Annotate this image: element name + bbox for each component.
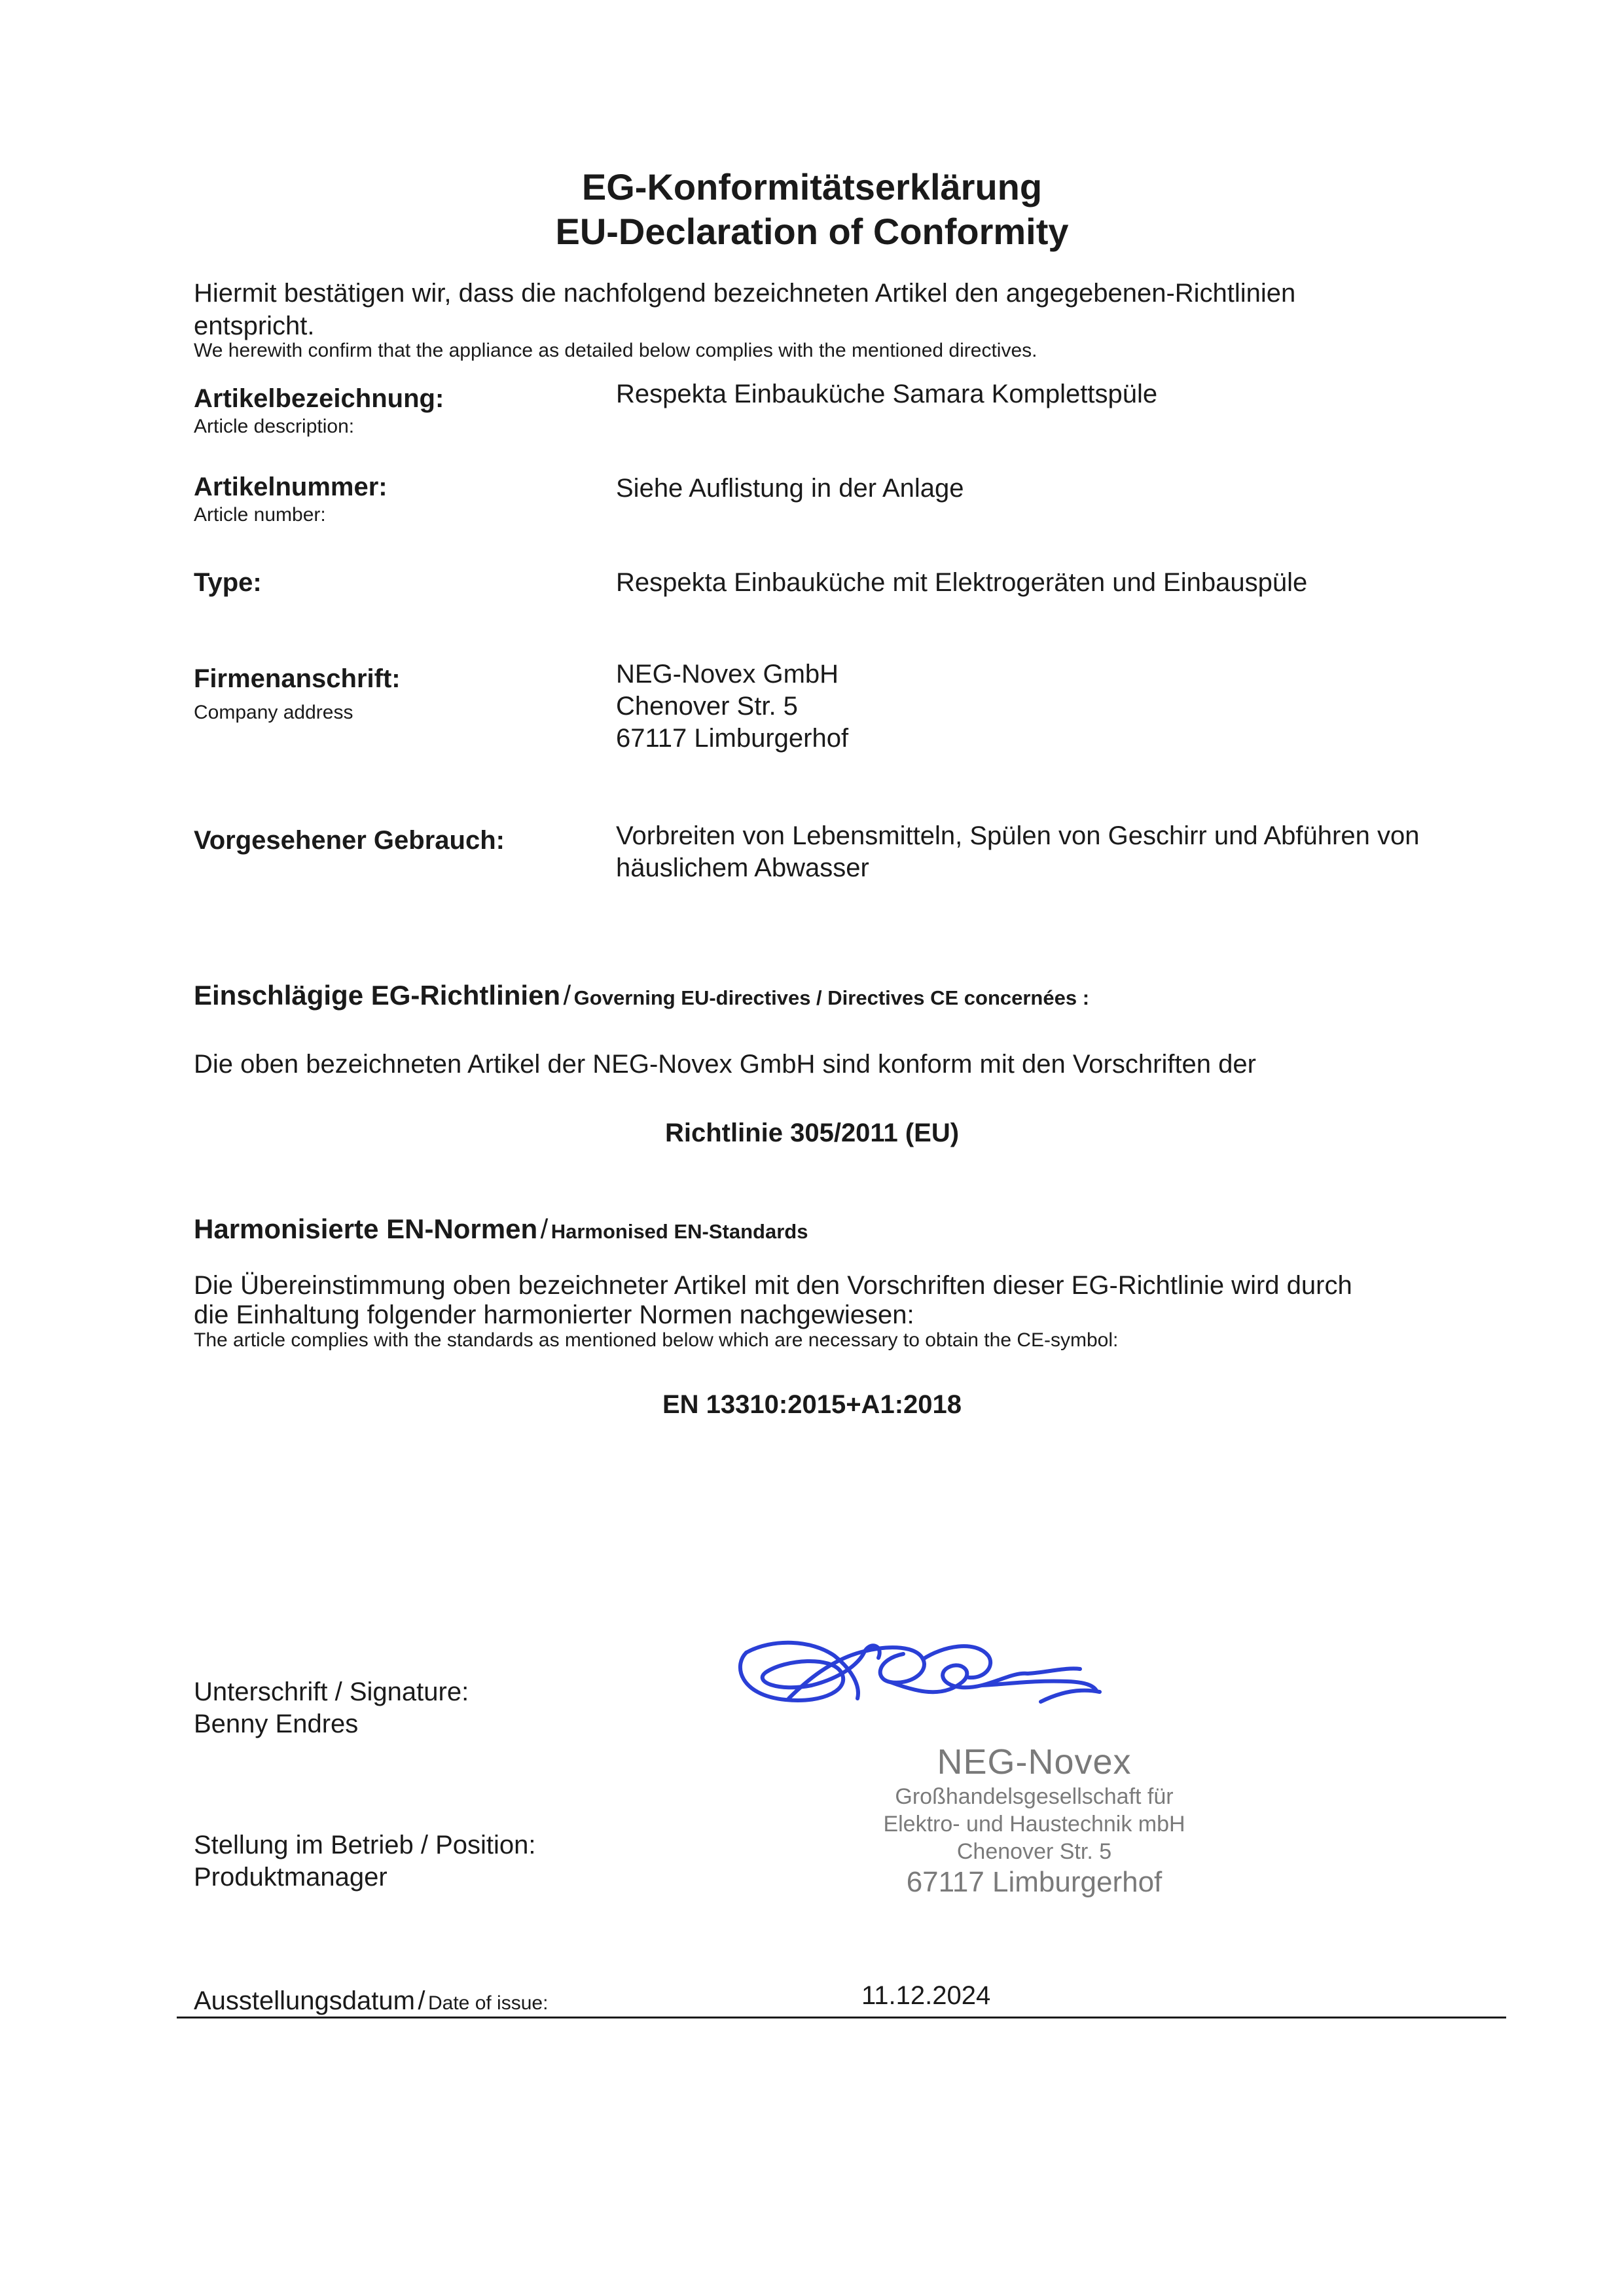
issue-date-value: 11.12.2024 bbox=[861, 1981, 991, 2010]
handwritten-signature bbox=[727, 1620, 1113, 1751]
stamp-line4: 67117 Limburgerhof bbox=[906, 1866, 1163, 1898]
company-city: 67117 Limburgerhof bbox=[616, 724, 849, 753]
stamp-company-name: NEG-Novex bbox=[937, 1742, 1132, 1782]
standards-heading-german: Harmonisierte EN-Normen bbox=[194, 1213, 538, 1244]
directives-heading-german: Einschlägige EG-Richtlinien bbox=[194, 980, 561, 1011]
directives-heading-english: Governing EU-directives / Directives CE concernées : bbox=[573, 986, 1090, 1009]
article-number-value: Siehe Auflistung in der Anlage bbox=[616, 474, 964, 503]
intended-use-line2: häuslichem Abwasser bbox=[616, 853, 869, 882]
stamp-line1: Großhandelsgesellschaft für bbox=[895, 1784, 1174, 1809]
directives-text: Die oben bezeichneten Artikel der NEG-Novex GmbH sind konform mit den Vorschriften der bbox=[194, 1050, 1256, 1079]
signature-label: Unterschrift / Signature: bbox=[194, 1677, 469, 1706]
title-german: EG-Konformitätserklärung bbox=[581, 166, 1043, 207]
issue-date-label-english: Date of issue: bbox=[428, 1992, 549, 2014]
standards-text-line2: die Einhaltung folgender harmonierter Normen nachgewiesen: bbox=[194, 1300, 914, 1329]
company-stamp bbox=[851, 1741, 1218, 1950]
company-address-sublabel: Company address bbox=[194, 702, 353, 723]
position-value: Produktmanager bbox=[194, 1863, 388, 1892]
article-number-sublabel: Article number: bbox=[194, 504, 326, 526]
standards-heading bbox=[194, 1213, 808, 1252]
standards-heading-english: Harmonised EN-Standards bbox=[550, 1220, 808, 1243]
standards-heading-separator: / bbox=[540, 1213, 549, 1244]
type-label: Type: bbox=[194, 568, 262, 597]
intro-german-line2: entspricht. bbox=[194, 312, 315, 340]
directives-heading bbox=[194, 979, 1089, 1018]
standards-text-line1: Die Übereinstimmung oben bezeichneter Artikel mit den Vorschriften dieser EG-Richtlinie wird durch bbox=[194, 1271, 1352, 1300]
company-street: Chenover Str. 5 bbox=[616, 692, 798, 721]
position-label: Stellung im Betrieb / Position: bbox=[194, 1831, 536, 1859]
article-description-label: Artikelbezeichnung: bbox=[194, 384, 444, 413]
stamp-line3: Chenover Str. 5 bbox=[956, 1839, 1112, 1864]
company-address-label: Firmenanschrift: bbox=[194, 664, 401, 693]
company-name: NEG-Novex GmbH bbox=[616, 660, 839, 689]
article-description-sublabel: Article description: bbox=[194, 416, 355, 437]
issue-date-separator: / bbox=[418, 1986, 425, 2015]
article-description-value: Respekta Einbauküche Samara Komplettspüle bbox=[616, 380, 1158, 408]
standard-reference: EN 13310:2015+A1:2018 bbox=[662, 1390, 962, 1419]
directives-heading-separator: / bbox=[563, 980, 571, 1011]
signer-name: Benny Endres bbox=[194, 1710, 359, 1738]
intro-english: We herewith confirm that the appliance as detailed below complies with the mentioned directives. bbox=[194, 340, 1038, 361]
article-number-label: Artikelnummer: bbox=[194, 473, 388, 501]
directive-reference: Richtlinie 305/2011 (EU) bbox=[664, 1119, 960, 1147]
stamp-line2: Elektro- und Haustechnik mbH bbox=[883, 1812, 1185, 1837]
issue-date-label-german: Ausstellungsdatum bbox=[194, 1986, 415, 2015]
intended-use-line1: Vorbreiten von Lebensmitteln, Spülen von Geschirr und Abführen von bbox=[616, 821, 1420, 850]
issue-date-underline bbox=[177, 2017, 1506, 2018]
type-value: Respekta Einbauküche mit Elektrogeräten und Einbauspüle bbox=[616, 568, 1308, 597]
intended-use-label: Vorgesehener Gebrauch: bbox=[194, 826, 505, 855]
title-english: EU-Declaration of Conformity bbox=[555, 211, 1069, 252]
intro-german-line1: Hiermit bestätigen wir, dass die nachfolgend bezeichneten Artikel den angegebenen-Richtlinien bbox=[194, 279, 1296, 308]
standards-text-english: The article complies with the standards as mentioned below which are necessary to obtain the CE-symbol: bbox=[194, 1329, 1119, 1351]
